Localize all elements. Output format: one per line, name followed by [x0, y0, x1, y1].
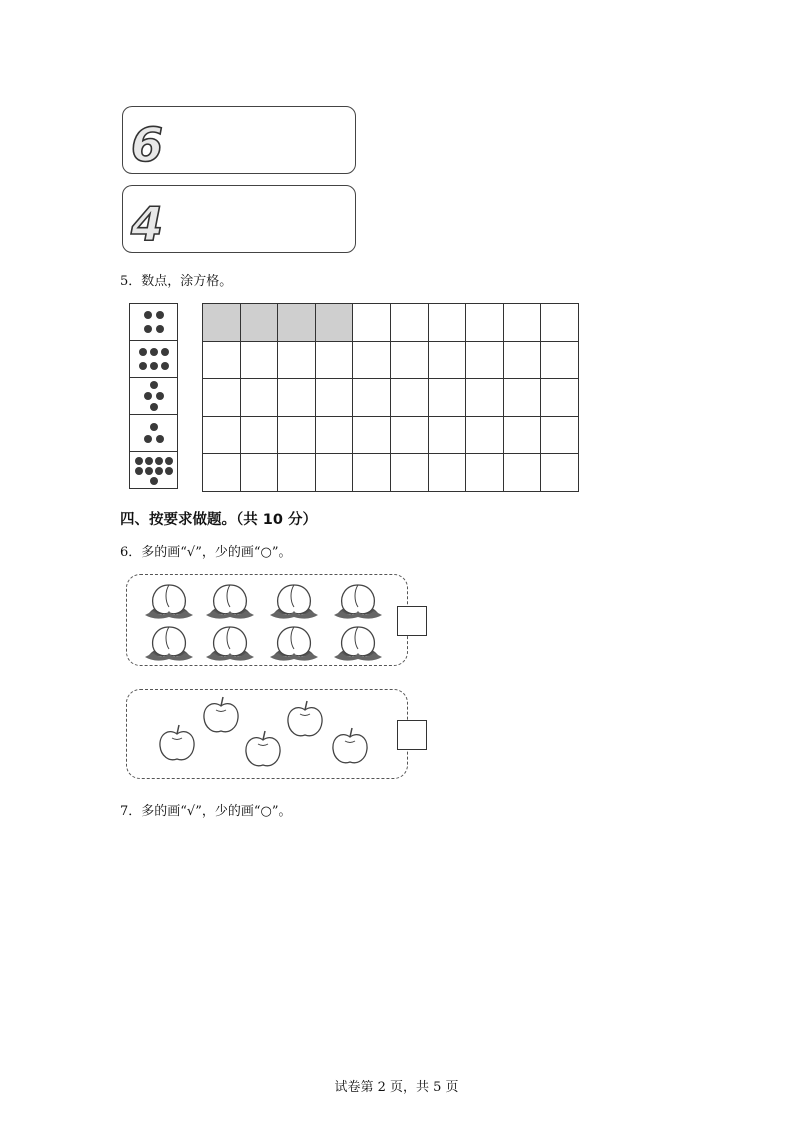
dot	[156, 392, 164, 400]
dot	[150, 423, 158, 431]
dot	[161, 348, 169, 356]
grid-cell[interactable]	[503, 304, 541, 342]
grid-cell[interactable]	[203, 379, 241, 417]
grid-row	[203, 304, 579, 342]
apple-icon	[288, 701, 322, 736]
grid-cell[interactable]	[203, 341, 241, 379]
grid-cell[interactable]	[541, 454, 579, 492]
apple-icons	[127, 690, 409, 780]
grid-cell[interactable]	[503, 416, 541, 454]
grid-cell[interactable]	[278, 454, 316, 492]
grid-cell[interactable]	[353, 379, 391, 417]
die-3	[129, 414, 178, 452]
dot	[145, 457, 153, 465]
grid-row	[203, 341, 579, 379]
grid-cell[interactable]	[315, 416, 353, 454]
dot	[144, 311, 152, 319]
grid-cell[interactable]	[390, 379, 428, 417]
shading-grid	[202, 303, 579, 492]
grid-cell[interactable]	[353, 341, 391, 379]
grid-cell[interactable]	[428, 304, 466, 342]
grid-cell[interactable]	[390, 341, 428, 379]
dot	[150, 381, 158, 389]
die-9	[129, 451, 178, 489]
grid-cell[interactable]	[353, 454, 391, 492]
dot	[139, 362, 147, 370]
section-4-title: 四、按要求做题。（共 10 分）	[120, 512, 318, 528]
peach-icon	[334, 585, 382, 619]
grid-cell[interactable]	[278, 379, 316, 417]
dot	[155, 467, 163, 475]
apple-icon	[204, 697, 238, 732]
dot	[135, 467, 143, 475]
dot	[144, 435, 152, 443]
grid-cell[interactable]	[541, 379, 579, 417]
dot	[150, 348, 158, 356]
grid-cell[interactable]	[541, 304, 579, 342]
grid-cell[interactable]	[203, 454, 241, 492]
digit-6-icon	[127, 117, 167, 169]
dot	[144, 325, 152, 333]
peach-icon	[270, 585, 318, 619]
apple-icon	[160, 725, 194, 760]
peach-icon	[206, 585, 254, 619]
apple-answer-box[interactable]	[397, 720, 427, 750]
question-6-text: 6．多的画“√”，少的画“○”。	[120, 545, 292, 560]
die-4	[129, 303, 178, 341]
grid-cell[interactable]	[428, 416, 466, 454]
grid-cell[interactable]	[278, 416, 316, 454]
dice-column	[129, 303, 178, 489]
grid-cell[interactable]	[428, 341, 466, 379]
grid-cell[interactable]	[541, 341, 579, 379]
dot	[161, 362, 169, 370]
grid-row	[203, 379, 579, 417]
svg-text:6: 6	[131, 118, 164, 169]
peach-icon	[206, 627, 254, 661]
grid-cell[interactable]	[353, 416, 391, 454]
grid-cell[interactable]	[240, 416, 278, 454]
grid-cell[interactable]	[466, 379, 504, 417]
dot	[150, 477, 158, 485]
die-6	[129, 340, 178, 378]
dot	[135, 457, 143, 465]
grid-cell[interactable]	[278, 304, 316, 342]
question-5-text: 5．数点，涂方格。	[120, 274, 233, 289]
dot	[144, 392, 152, 400]
dot	[165, 467, 173, 475]
grid-row	[203, 416, 579, 454]
dot	[156, 311, 164, 319]
grid-cell[interactable]	[278, 341, 316, 379]
grid-cell[interactable]	[240, 454, 278, 492]
grid-cell[interactable]	[315, 379, 353, 417]
grid-cell[interactable]	[466, 304, 504, 342]
peach-icons	[127, 575, 409, 667]
dot	[145, 467, 153, 475]
grid-cell[interactable]	[315, 304, 353, 342]
dot	[150, 403, 158, 411]
peach-group-box	[126, 574, 408, 666]
grid-cell[interactable]	[466, 416, 504, 454]
dot	[139, 348, 147, 356]
grid-cell[interactable]	[240, 379, 278, 417]
digit-4-icon	[127, 196, 167, 248]
grid-cell[interactable]	[203, 416, 241, 454]
grid-cell[interactable]	[466, 341, 504, 379]
apple-icon	[246, 731, 280, 766]
question-7-text: 7．多的画“√”，少的画“○”。	[120, 804, 292, 819]
grid-cell[interactable]	[503, 454, 541, 492]
dot	[155, 457, 163, 465]
grid-cell[interactable]	[541, 416, 579, 454]
page-footer: 试卷第 2 页，共 5 页	[334, 1080, 459, 1095]
grid-cell[interactable]	[428, 454, 466, 492]
grid-cell[interactable]	[203, 304, 241, 342]
dot	[150, 362, 158, 370]
grid-cell[interactable]	[466, 454, 504, 492]
svg-text:4: 4	[131, 197, 164, 248]
peach-icon	[270, 627, 318, 661]
grid-cell[interactable]	[390, 304, 428, 342]
grid-cell[interactable]	[353, 304, 391, 342]
dot	[165, 457, 173, 465]
apple-group-box	[126, 689, 408, 779]
peach-icon	[334, 627, 382, 661]
die-4-triangle	[129, 377, 178, 415]
grid-cell[interactable]	[503, 379, 541, 417]
grid-cell[interactable]	[428, 379, 466, 417]
grid-cell[interactable]	[315, 454, 353, 492]
grid-cell[interactable]	[390, 416, 428, 454]
grid-cell[interactable]	[503, 341, 541, 379]
peach-icon	[145, 627, 193, 661]
peach-icon	[145, 585, 193, 619]
grid-row	[203, 454, 579, 492]
number-box-6	[122, 106, 356, 174]
dot	[156, 435, 164, 443]
grid-cell[interactable]	[240, 341, 278, 379]
dot	[156, 325, 164, 333]
grid-cell[interactable]	[390, 454, 428, 492]
number-box-4	[122, 185, 356, 253]
grid-cell[interactable]	[240, 304, 278, 342]
apple-icon	[333, 728, 367, 763]
peach-answer-box[interactable]	[397, 606, 427, 636]
grid-cell[interactable]	[315, 341, 353, 379]
